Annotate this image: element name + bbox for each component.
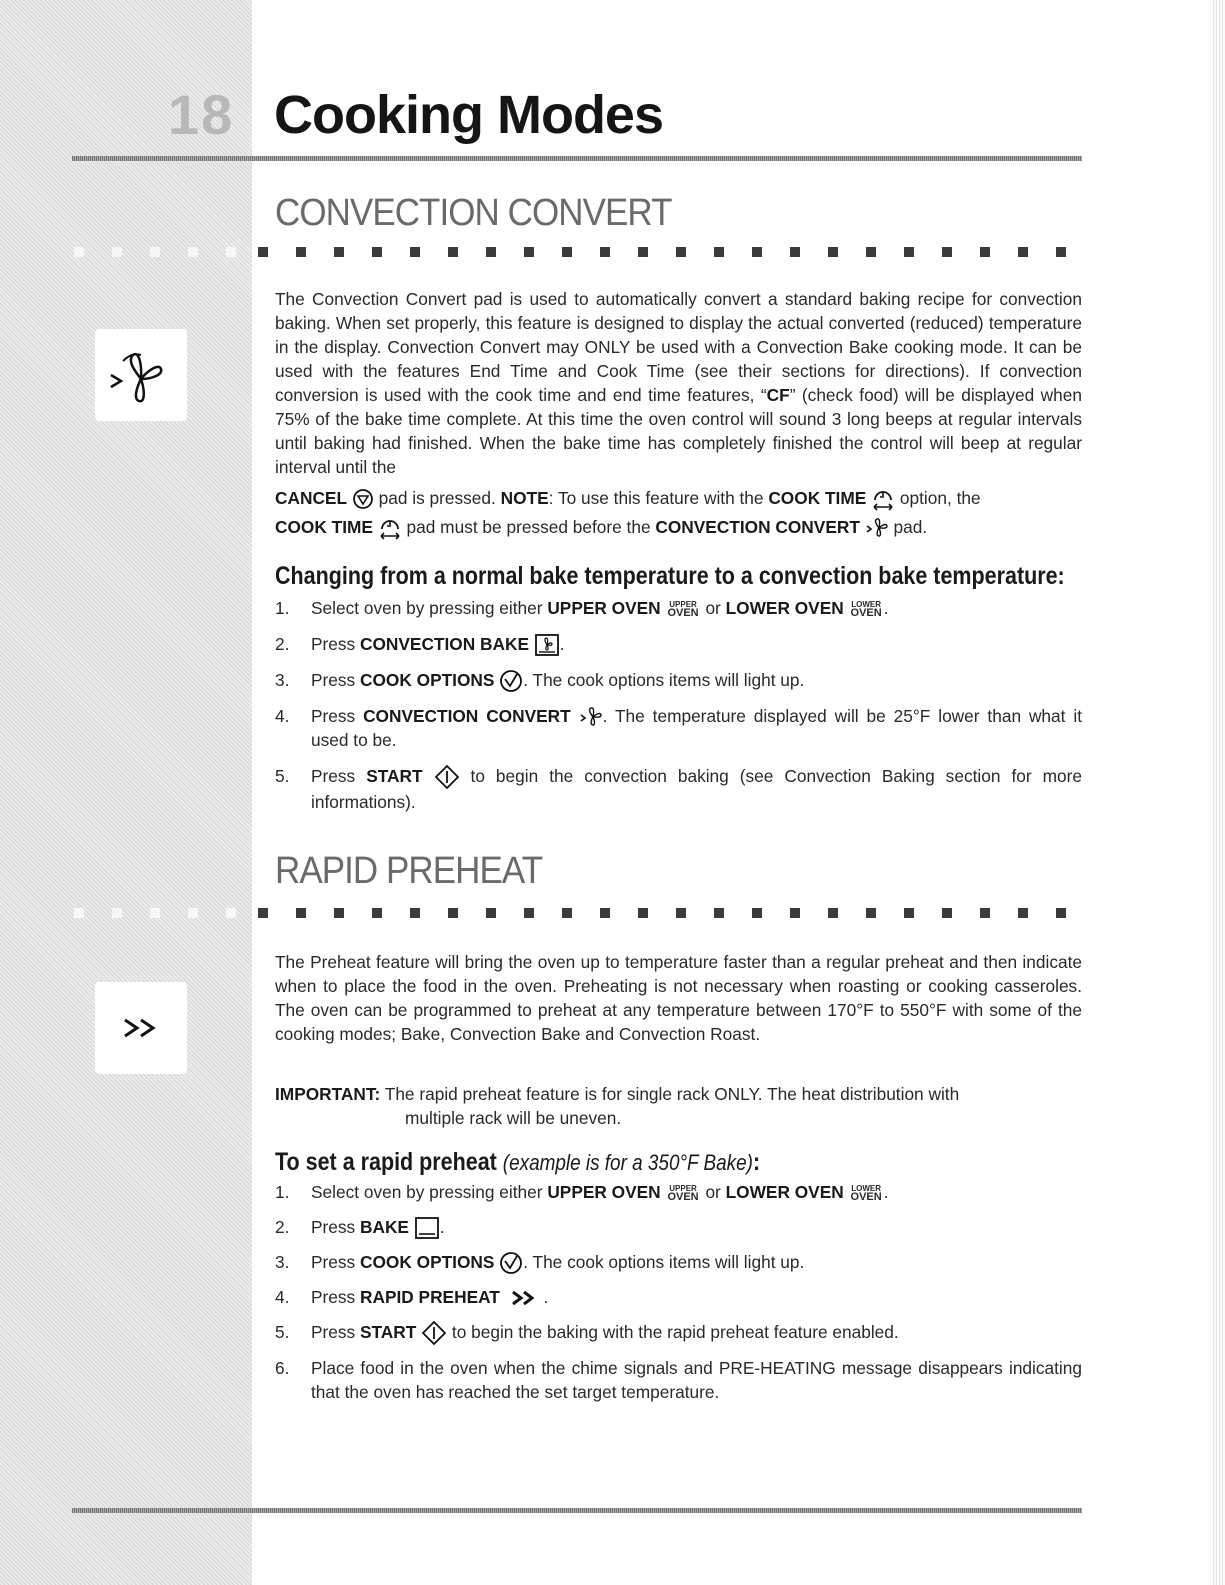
convection-fan-icon [579,706,603,728]
page-title: Cooking Modes [274,85,663,145]
rapid-preheat-important: IMPORTANT: The rapid preheat feature is for single rack ONLY. The heat distribution with multiple rack will be uneven. [275,1084,960,1128]
upper-oven-key-icon: UPPER OVEN [667,600,699,620]
dot-divider [258,247,1083,257]
page-edge [1213,0,1225,1585]
convection-convert-icon-box [95,329,187,421]
convection-step-3: 3. Press COOK OPTIONS . The cook options items will light up. [275,668,1082,693]
lower-oven-key-icon: LOWER OVEN [850,600,882,620]
rapid-preheat-heading: RAPID PREHEAT [275,850,543,892]
convection-fan-icon [95,329,187,421]
rapid-preheat-intro: The Preheat feature will bring the oven up to temperature faster than a regular preheat and then indicate when to place the food in the oven. Preheating is not necessary when roasting or cooking casseroles. The oven can be programmed to preheat at any temperature between 170°F to 550°F with some of the cooking modes; Bake, Convection Bake and Convection Roast. [275,952,1082,1044]
convection-step-2: 2. Press CONVECTION BAKE . [275,632,1082,657]
start-icon [421,1320,447,1346]
convection-convert-cancel-note: CANCEL pad is pressed. NOTE: To use this feature with the COOK TIME option, the COOK TIME pad must be pressed before the CONVECTION CONVERT pad. [275,484,1082,542]
side-dot-row [74,247,244,257]
cancel-icon [352,488,374,510]
preheat-step-6: 6. Place food in the oven when the chime signals and PRE-HEATING message disappears indicating that the oven has reached the set target temperature. [275,1358,1082,1402]
cook-time-icon [871,486,895,512]
convection-step-4: 4. Press CONVECTION CONVERT . The temperature displayed will be 25°F lower than what it used to be. [275,706,1082,751]
preheat-step-1: 1. Select oven by pressing either UPPER OVEN UPPER OVEN or LOWER OVEN LOWER OVEN . [275,1182,889,1204]
convection-convert-intro: The Convection Convert pad is used to automatically convert a standard baking recipe for convection baking. When set properly, this feature is designed to display the actual converted (reduced) temperature in the display. Convection Convert may ONLY be used with a Convection Bake cooking mode. It can be used with the features End Time and Cook Time (see their sections for directions). If convection conversion is used with the cook time and end time features, “CF” (check food) will be displayed when 75% of the bake time complete. At this time the oven control will sound 3 long beeps at regular intervals until baking had finished. When the bake time has completely finished the control will beep at regular interval until the [275,289,1082,477]
cook-options-icon [499,669,523,693]
convection-step-5: 5. Press START to begin the convection baking (see Convection Baking section for more informations). [275,766,1082,813]
preheat-step-5: 5. Press START to begin the baking with the rapid preheat feature enabled. [275,1320,1082,1346]
cook-time-icon [378,515,402,541]
cook-options-icon [499,1251,523,1275]
preheat-step-3: 3. Press COOK OPTIONS . The cook options items will light up. [275,1250,1082,1275]
rapid-preheat-steps-heading: To set a rapid preheat (example is for a 350°F Bake): [275,1148,761,1176]
lower-oven-key-icon: LOWER OVEN [850,1184,882,1204]
convection-convert-heading: CONVECTION CONVERT [275,192,672,234]
double-chevron-icon [505,1288,539,1308]
start-icon [434,764,460,790]
convection-fan-icon [865,517,889,539]
rapid-preheat-icon-box [95,982,187,1074]
preheat-step-4: 4. Press RAPID PREHEAT . [275,1287,549,1307]
header-rule [72,156,1082,161]
convection-step-1: 1. Select oven by pressing either UPPER OVEN UPPER OVEN or LOWER OVEN LOWER OVEN . [275,598,889,620]
dot-divider [258,908,1083,918]
upper-oven-key-icon: UPPER OVEN [667,1184,699,1204]
convection-steps-heading: Changing from a normal bake temperature to a convection bake temperature: [275,562,1065,590]
side-dot-row [74,908,244,918]
footer-rule [72,1508,1082,1513]
double-chevron-icon [95,982,187,1074]
preheat-step-2: 2. Press BAKE . [275,1215,1082,1240]
convection-bake-icon [534,633,560,657]
sidebar-band [0,0,252,1585]
bake-icon [414,1216,440,1240]
page-number: 18 [168,83,235,146]
